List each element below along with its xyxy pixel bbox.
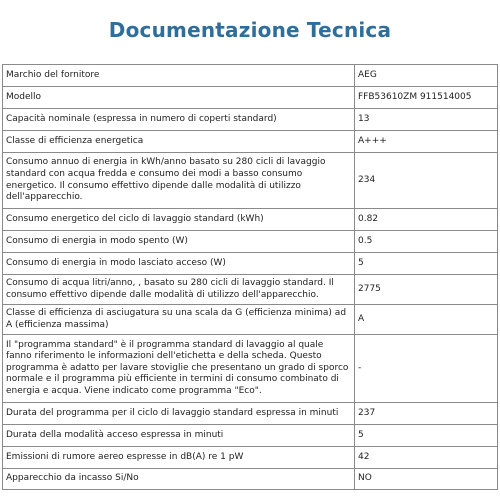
table-row: [3, 335, 498, 403]
spec-label: Classe di efficienza di asciugatura su una scala da G (efficienza minima) ad A (efficienza massima): [3, 305, 355, 335]
spec-label: Capacità nominale (espressa in numero di coperti standard): [3, 109, 355, 131]
spec-label: Consumo energetico del ciclo di lavaggio standard (kWh): [3, 209, 355, 231]
table-row: [3, 209, 498, 231]
spec-value: 0.82: [355, 209, 498, 231]
table-row: [3, 425, 498, 447]
table-row: [3, 87, 498, 109]
table-row: [3, 275, 498, 305]
spec-value: 234: [355, 153, 498, 209]
spec-value: A: [355, 305, 498, 335]
spec-label: Consumo annuo di energia in kWh/anno basato su 280 cicli di lavaggio standard con acqua fredda e consumo dei modi a basso consumo energetico. Il consumo effettivo dipende dalle modalità di utilizzo dell'apparecchio.: [3, 153, 355, 209]
technical-spec-table: [2, 64, 498, 490]
table-row: [3, 403, 498, 425]
spec-value: -: [355, 335, 498, 403]
table-row: [3, 305, 498, 335]
spec-label: Emissioni di rumore aereo espresse in dB(A) re 1 pW: [3, 447, 355, 469]
spec-value: NO: [355, 469, 498, 490]
spec-value: 237: [355, 403, 498, 425]
spec-value: 42: [355, 447, 498, 469]
table-row: [3, 469, 498, 490]
table-row: [3, 109, 498, 131]
spec-label: Consumo di acqua litri/anno, , basato su 280 cicli di lavaggio standard. Il consumo effettivo dipende dalle modalità di utilizzo dell'apparecchio.: [3, 275, 355, 305]
spec-value: 2775: [355, 275, 498, 305]
spec-label: Classe di efficienza energetica: [3, 131, 355, 153]
spec-label: Modello: [3, 87, 355, 109]
spec-value: AEG: [355, 65, 498, 87]
spec-label: Durata del programma per il ciclo di lavaggio standard espressa in minuti: [3, 403, 355, 425]
table-row: [3, 153, 498, 209]
spec-label: Consumo di energia in modo spento (W): [3, 231, 355, 253]
spec-label: Durata della modalità acceso espressa in minuti: [3, 425, 355, 447]
page-title: Documentazione Tecnica: [108, 18, 392, 42]
spec-label: Consumo di energia in modo lasciato acceso (W): [3, 253, 355, 275]
spec-label: Marchio del fornitore: [3, 65, 355, 87]
spec-label: Apparecchio da incasso Si/No: [3, 469, 355, 490]
spec-value: FFB53610ZM 911514005: [355, 87, 498, 109]
spec-value: 5: [355, 253, 498, 275]
spec-value: 13: [355, 109, 498, 131]
table-row: [3, 253, 498, 275]
spec-value: 0.5: [355, 231, 498, 253]
table-row: [3, 447, 498, 469]
spec-label: Il "programma standard" è il programma standard di lavaggio al quale fanno riferimento le informazioni dell'etichetta e della scheda. Questo programma è adatto per lavare stoviglie che presentano un grado di sporco normale e il programma più efficiente in termini di consumo combinato di energia e acqua. Viene indicato come programma "Eco".: [3, 335, 355, 403]
table-row: [3, 131, 498, 153]
spec-value: A+++: [355, 131, 498, 153]
spec-value: 5: [355, 425, 498, 447]
table-row: [3, 65, 498, 87]
table-row: [3, 231, 498, 253]
